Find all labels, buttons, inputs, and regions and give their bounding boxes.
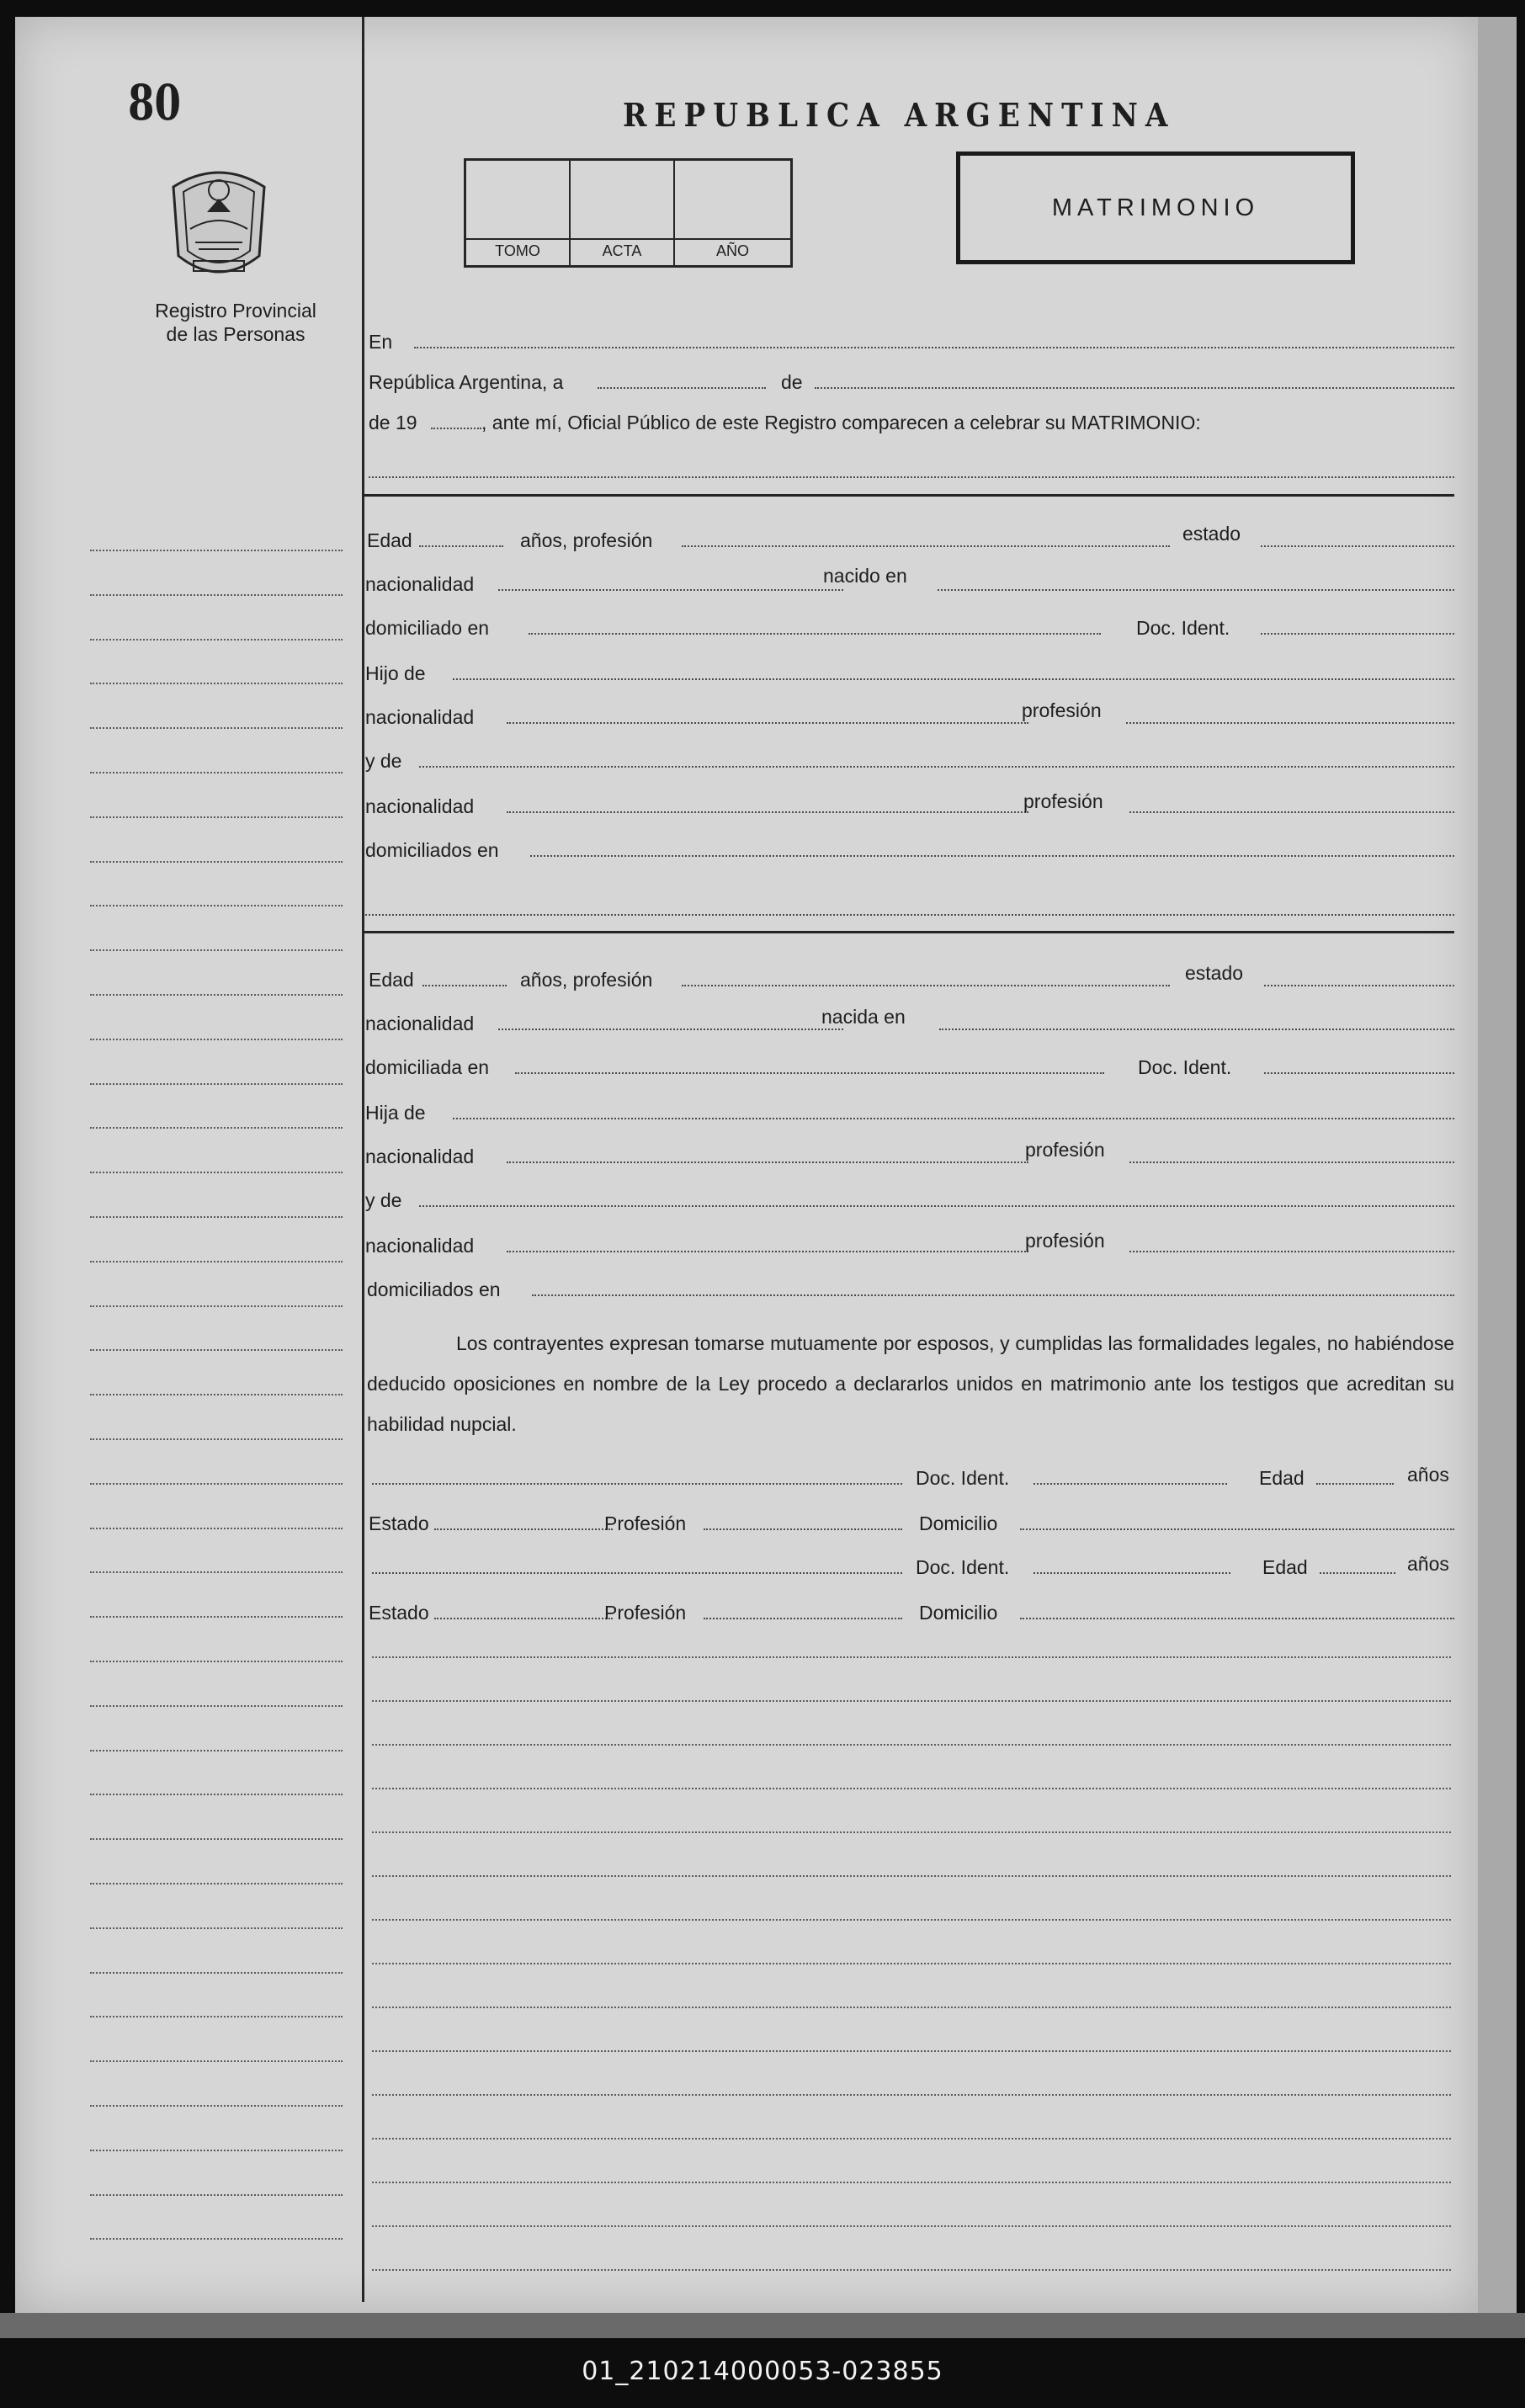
bride-nationality-row: [364, 1005, 1454, 1035]
witness-1-profesion-label: Profesión: [604, 1512, 687, 1534]
declaration-text: [367, 1323, 1454, 1444]
groom-father-nacionalidad-label: nacionalidad: [365, 706, 475, 728]
section-divider-1: [364, 494, 1454, 497]
margin-line: [90, 905, 343, 906]
margin-line: [90, 1838, 343, 1840]
page-edge: [1478, 17, 1517, 2313]
margin-line: [90, 861, 343, 863]
observation-line: [372, 1788, 1451, 1789]
bride-anos-profesion-label: años, profesión: [520, 969, 653, 991]
bride-father-row: [364, 1094, 1454, 1124]
observation-line: [372, 1963, 1451, 1964]
margin-line: [90, 1083, 343, 1085]
intro-republica-label: República Argentina, a: [369, 371, 564, 393]
witness-2-profesion-label: Profesión: [604, 1602, 687, 1624]
observation-line: [372, 2269, 1451, 2271]
groom-nationality-row: [364, 566, 1454, 596]
margin-line: [90, 1261, 343, 1262]
margin-line: [90, 1394, 343, 1395]
observation-line: [372, 2225, 1451, 2227]
margin-line: [90, 1216, 343, 1218]
margin-line: [90, 2105, 343, 2107]
margin-line: [90, 2194, 343, 2196]
bride-nacida-en-label: nacida en: [821, 1006, 906, 1028]
groom-domicile-row: [364, 609, 1454, 640]
margin-line: [90, 1883, 343, 1884]
margin-line: [90, 1172, 343, 1173]
witness-1-edad-label: Edad: [1259, 1467, 1304, 1489]
margin-line: [90, 594, 343, 596]
observation-line: [372, 2050, 1451, 2052]
intro-de-label: de: [781, 371, 803, 393]
acta-label: ACTA: [602, 242, 642, 259]
witness-2-details-row: [364, 1594, 1454, 1624]
bride-edad-label: Edad: [369, 969, 414, 991]
margin-line: [90, 994, 343, 996]
observation-line: [372, 1831, 1451, 1833]
groom-age-row: [364, 522, 1454, 552]
tomo-label: TOMO: [495, 242, 540, 259]
groom-edad-label: Edad: [367, 529, 412, 551]
margin-line: [90, 1750, 343, 1752]
margin-line: [90, 550, 343, 551]
groom-father-profesion-label: profesión: [1022, 699, 1102, 721]
observation-line: [372, 1700, 1451, 1702]
margin-line: [90, 2060, 343, 2062]
observation-line: [372, 1919, 1451, 1921]
margin-line: [90, 772, 343, 773]
bride-doc-ident-label: Doc. Ident.: [1138, 1056, 1232, 1078]
intro-en-row: [364, 323, 1454, 353]
intro-ante-label: , ante mí, Oficial Público de este Registro comparecen a celebrar su MATRIMONIO:: [481, 412, 1201, 433]
groom-domiciliados-label: domiciliados en: [365, 839, 499, 861]
bride-mother-profesion-label: profesión: [1025, 1230, 1105, 1252]
margin-line: [90, 816, 343, 818]
margin-line: [90, 1616, 343, 1618]
groom-nacionalidad-label: nacionalidad: [365, 573, 475, 595]
bride-father-nacionalidad-label: nacionalidad: [365, 1146, 475, 1167]
margin-line: [90, 1661, 343, 1662]
provincial-seal-icon: [165, 162, 273, 285]
witness-1-details-row: [364, 1505, 1454, 1535]
observation-line: [372, 1744, 1451, 1746]
groom-doc-ident-label: Doc. Ident.: [1136, 617, 1230, 639]
groom-blank-row: [364, 890, 1454, 921]
witness-1-doc-ident-label: Doc. Ident.: [916, 1467, 1010, 1489]
bride-parents-domicile-row: [364, 1271, 1454, 1301]
acta-cell: [571, 161, 675, 265]
groom-father-row: [364, 655, 1454, 685]
bride-hija-de-label: Hija de: [365, 1102, 426, 1124]
bride-domiciliados-label: domiciliados en: [367, 1278, 501, 1300]
witness-2-edad-label: Edad: [1262, 1556, 1308, 1578]
witness-1-row: [364, 1459, 1454, 1490]
margin-line: [90, 1705, 343, 1707]
groom-y-de-label: y de: [365, 750, 402, 772]
margin-line: [90, 639, 343, 641]
intro-blank-row: [364, 453, 1454, 483]
ano-label: AÑO: [715, 242, 749, 259]
margin-line: [90, 1794, 343, 1795]
section-divider-2: [364, 931, 1454, 933]
margin-line: [90, 683, 343, 684]
groom-father-nationality-row: [364, 699, 1454, 729]
observation-line: [372, 2007, 1451, 2008]
groom-mother-nacionalidad-label: nacionalidad: [365, 795, 475, 817]
witness-2-domicilio-label: Domicilio: [919, 1602, 998, 1624]
groom-nacido-en-label: nacido en: [823, 565, 907, 587]
scan-id: 01_210214000053-023855: [582, 2357, 943, 2386]
margin-line: [90, 1528, 343, 1529]
intro-year-row: [364, 404, 1454, 434]
groom-domiciliado-label: domiciliado en: [365, 617, 490, 639]
witness-2-doc-ident-label: Doc. Ident.: [916, 1556, 1010, 1578]
country-title: REPUBLICA ARGENTINA: [623, 96, 1176, 134]
bride-age-row: [364, 961, 1454, 991]
registry-line-2: de las Personas: [166, 323, 306, 345]
ano-cell: [675, 161, 790, 265]
registry-line-1: Registro Provincial: [155, 300, 316, 322]
scan-border: [0, 2313, 1525, 2338]
groom-mother-row: [364, 742, 1454, 773]
observation-line: [372, 1875, 1451, 1877]
groom-mother-profesion-label: profesión: [1023, 790, 1103, 812]
groom-anos-profesion-label: años, profesión: [520, 529, 653, 551]
witness-2-anos-label: años: [1407, 1553, 1449, 1575]
page-number: 80: [128, 74, 181, 131]
margin-line: [90, 1349, 343, 1351]
intro-de19-label: de 19: [369, 412, 417, 433]
groom-parents-domicile-row: [364, 832, 1454, 862]
margin-line: [90, 1039, 343, 1040]
margin-line: [90, 727, 343, 729]
margin-line: [90, 1927, 343, 1929]
witness-1-domicilio-label: Domicilio: [919, 1512, 998, 1534]
margin-line: [90, 1438, 343, 1440]
registry-name: [101, 299, 370, 346]
bride-domicile-row: [364, 1049, 1454, 1079]
witness-2-row: [364, 1549, 1454, 1579]
bride-mother-nationality-row: [364, 1227, 1454, 1257]
bride-domiciliada-label: domiciliada en: [365, 1056, 490, 1078]
margin-line: [90, 2238, 343, 2240]
reference-box: [464, 158, 793, 268]
record-type: MATRIMONIO: [956, 151, 1355, 264]
observation-line: [372, 1656, 1451, 1658]
tomo-cell: [466, 161, 571, 265]
groom-estado-label: estado: [1182, 523, 1241, 545]
margin-line: [90, 2150, 343, 2151]
bride-y-de-label: y de: [365, 1189, 402, 1211]
intro-en-label: En: [369, 331, 393, 353]
bride-father-nationality-row: [364, 1138, 1454, 1168]
groom-mother-nationality-row: [364, 788, 1454, 818]
intro-date-row: [364, 364, 1454, 394]
witness-1-estado-label: Estado: [369, 1512, 429, 1534]
bride-mother-row: [364, 1182, 1454, 1212]
margin-line: [90, 1972, 343, 1974]
observation-line: [372, 2138, 1451, 2140]
margin-line: [90, 1483, 343, 1485]
observation-line: [372, 2182, 1451, 2183]
margin-line: [90, 1305, 343, 1307]
witness-2-estado-label: Estado: [369, 1602, 429, 1624]
declaration-paragraph: Los contrayentes expresan tomarse mutuamente por esposos, y cumplidas las formalidades legales, no habiéndose deducido oposiciones en nombre de la Ley procedo a declararlos unidos en matrimonio ante los testigos que acreditan su habilidad nupcial.: [367, 1332, 1454, 1435]
bride-mother-nacionalidad-label: nacionalidad: [365, 1235, 475, 1257]
margin-line: [90, 949, 343, 951]
bride-nacionalidad-label: nacionalidad: [365, 1013, 475, 1034]
bride-estado-label: estado: [1185, 962, 1244, 984]
margin-line: [90, 1127, 343, 1129]
margin-line: [90, 1571, 343, 1573]
observation-line: [372, 2094, 1451, 2096]
bride-father-profesion-label: profesión: [1025, 1139, 1105, 1161]
witness-1-anos-label: años: [1407, 1464, 1449, 1486]
groom-hijo-de-label: Hijo de: [365, 662, 426, 684]
margin-line: [90, 2016, 343, 2017]
